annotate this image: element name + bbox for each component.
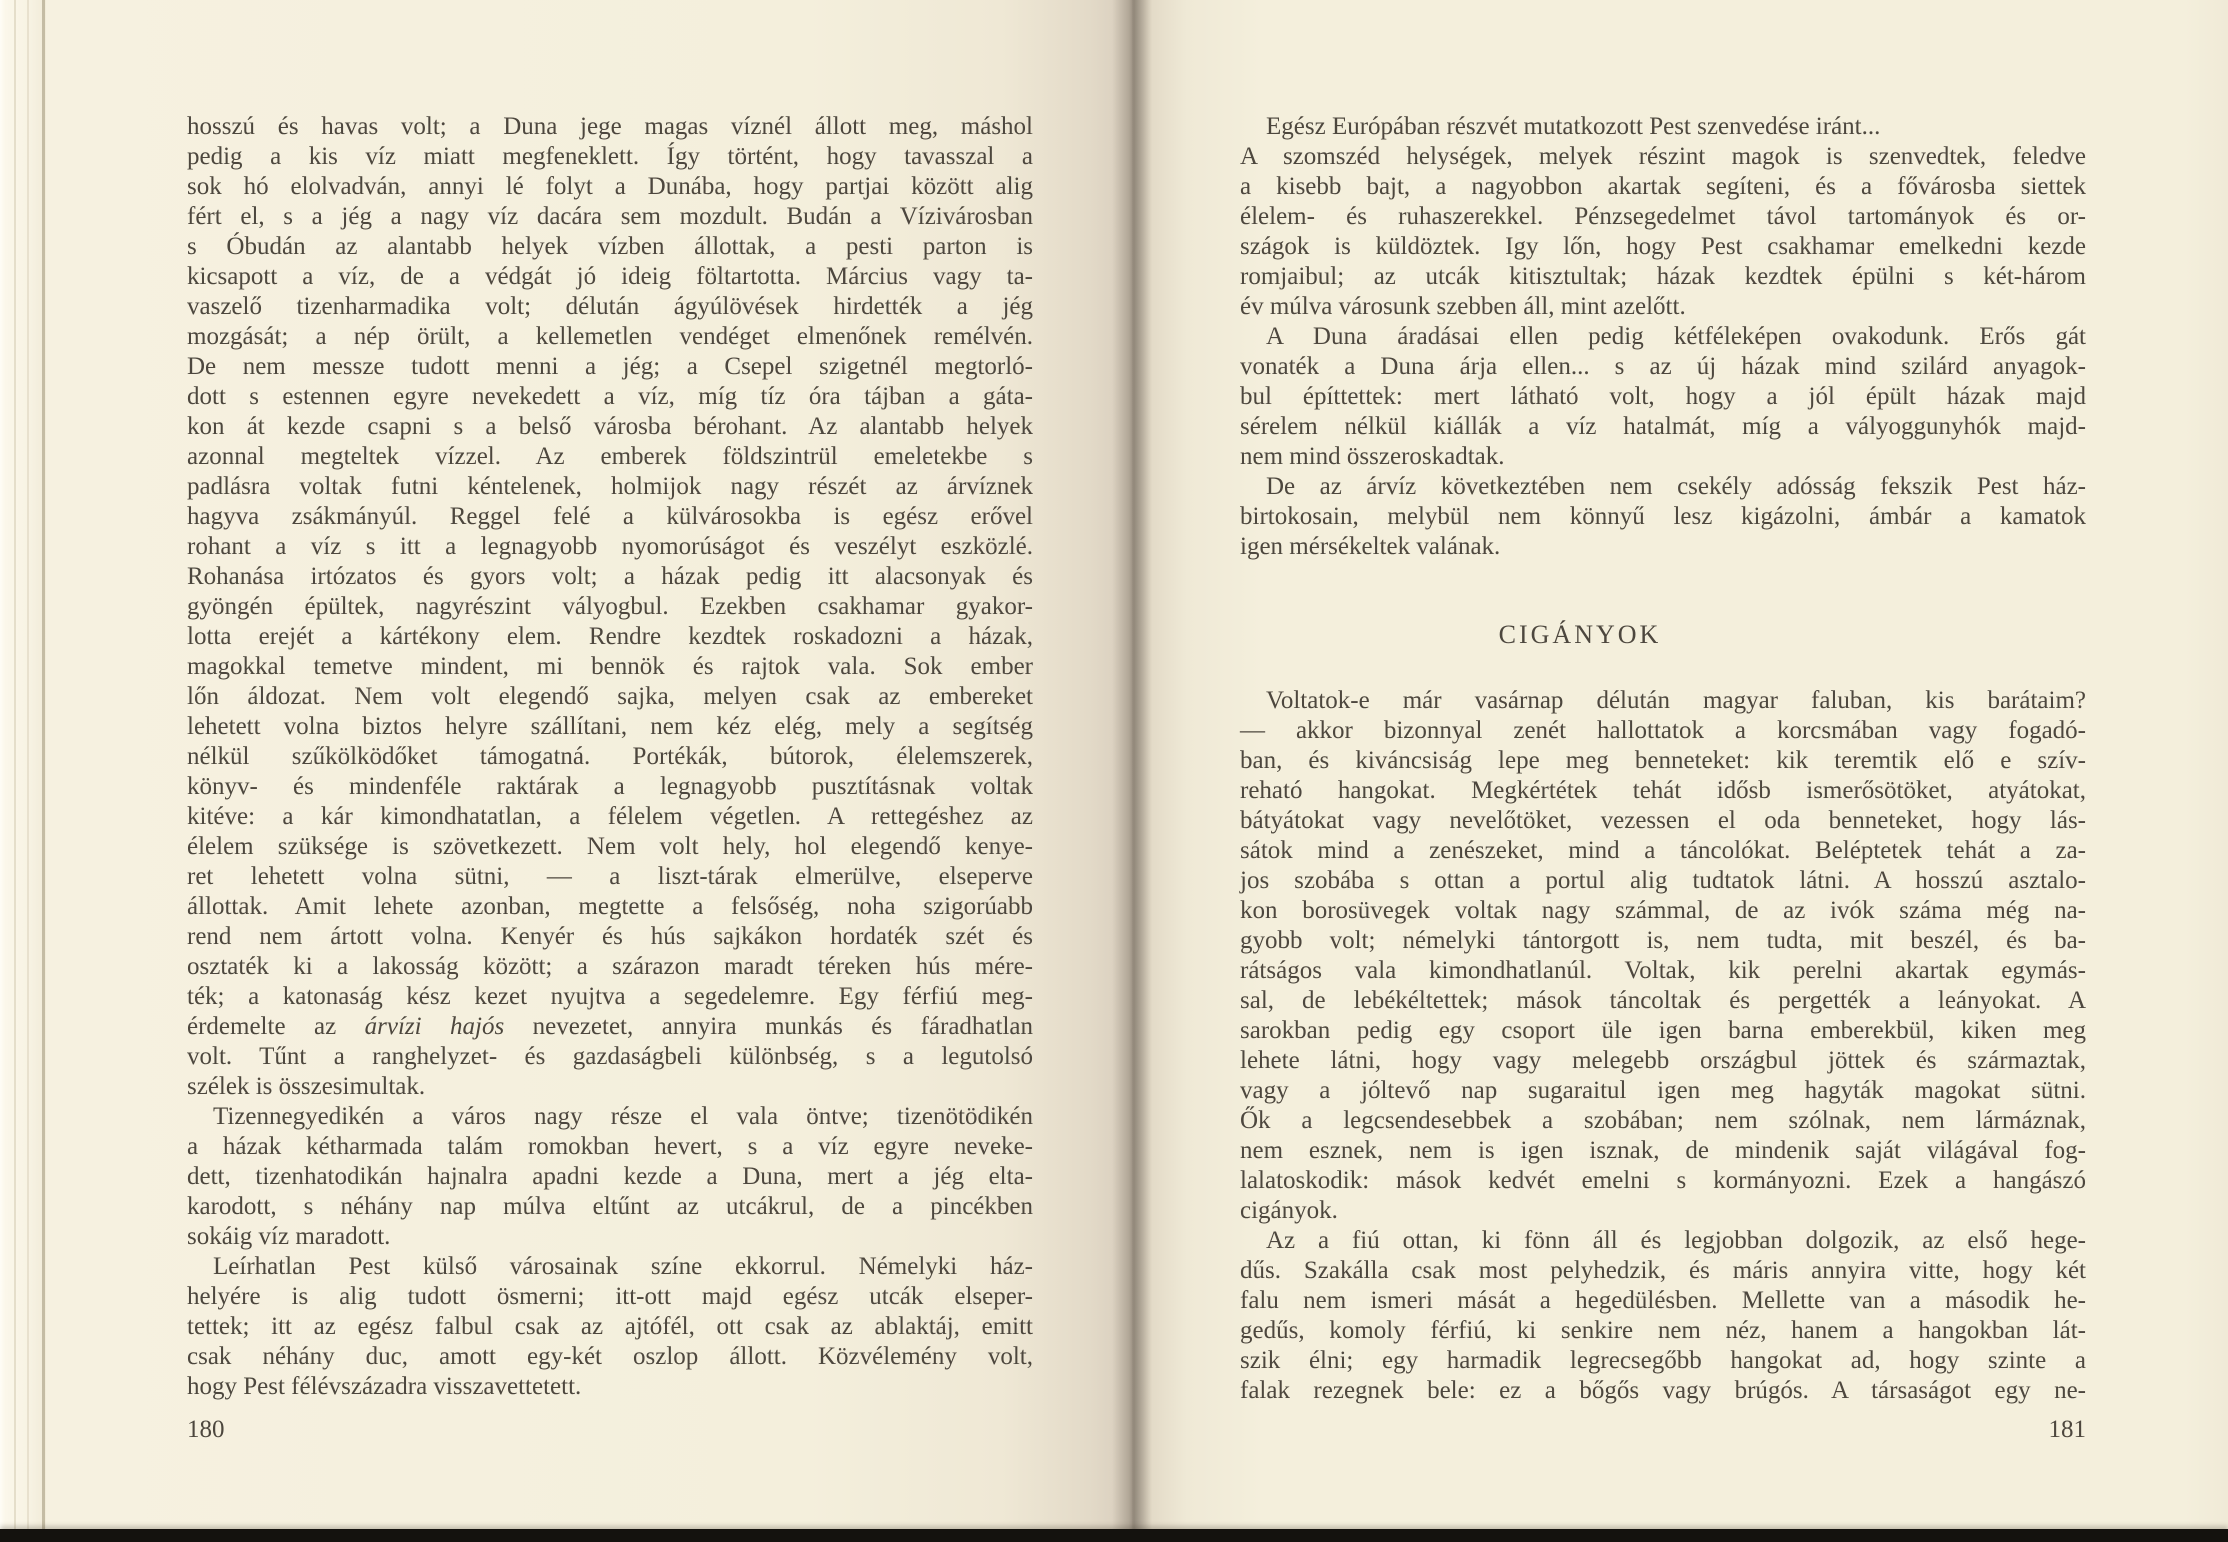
text-line: lőn áldozat. Nem volt elegendő sajka, melyen csak az embereket <box>187 683 1033 710</box>
text-line: Tizennegyedikén a város nagy része el vala öntve; tizenötödikén <box>213 1103 1033 1130</box>
right-page-text <box>1240 112 2086 1406</box>
text-line: bátyátokat vagy nevelőtöket, vezessen el oda benneteket, hogy lás- <box>1240 807 2086 834</box>
text-line: szágok is küldöztek. Igy lőn, hogy Pest csakhamar emelkedni kezde <box>1240 233 2086 260</box>
text-line: gyobb volt; némelyki tántorgott is, nem tudta, mit beszél, és ba- <box>1240 927 2086 954</box>
text-line: állottak. Amit lehete azonban, megtette a felsőség, noha szigorúabb <box>187 893 1033 920</box>
text-line: kon borosüvegek voltak nagy számmal, de az ivók száma még na- <box>1240 897 2086 924</box>
text-line: csak néhány duc, amott egy-két oszlop állott. Közvélemény volt, <box>187 1343 1033 1370</box>
text-line: ték; a katonaság kész kezet nyujtva a segedelemre. Egy férfiú meg- <box>187 983 1033 1010</box>
text-line: — akkor bizonnyal zenét hallottatok a korcsmában vagy fogadó- <box>1240 717 2086 744</box>
page-edge-line <box>42 0 45 1542</box>
left-page-text <box>187 112 1033 1402</box>
text-line: volt. Tűnt a ranghelyzet- és gazdaságbeli különbség, s a legutolsó <box>187 1043 1033 1070</box>
page-number-left: 180 <box>187 1416 225 1443</box>
spine-gutter-shadow <box>1112 0 1152 1542</box>
text-line: falak rezegnek bele: ez a bőgős vagy brúgós. A társaságot egy ne- <box>1240 1377 2086 1404</box>
intro-paragraphs <box>1240 112 2086 562</box>
text-line: birtokosain, melybül nem könnyű lesz kigázolni, ámbár a kamatok <box>1240 503 2086 530</box>
text-line: rátságos vala kimondhatlanúl. Voltak, kik perelni akartak egymás- <box>1240 957 2086 984</box>
text-line: év múlva városunk szebben áll, mint azelőtt. <box>1240 293 1686 320</box>
text-line: kicsapott a víz, de a védgát jó ideig föltartotta. Március vagy ta- <box>187 263 1033 290</box>
chapter-paragraphs <box>1240 686 2086 1406</box>
text-line: sátok mind a zenészeket, mind a táncolókat. Beléptetek tehát a za- <box>1240 837 2086 864</box>
text-line: ban, és kiváncsiság lepe meg benneteket: kik teremtik elő e szív- <box>1240 747 2086 774</box>
text-line: vagy a jóltevő nap sugaraitul igen meg hagyták magokat sütni. <box>1240 1077 2086 1104</box>
text-line: padlásra voltak futni kéntelenek, holmijok nagy részét az árvíznek <box>187 473 1033 500</box>
text-line: magokkal temetve mindent, mi bennök és rajtok vala. Sok ember <box>187 653 1033 680</box>
text-line: romjaibul; az utcák kitisztultak; házak kezdtek épülni s két-három <box>1240 263 2086 290</box>
text-line: pedig a kis víz miatt megfeneklett. Így történt, hogy tavasszal a <box>187 143 1033 170</box>
text-line: nem esznek, nem is igen isznak, de mindenik saját világával fog- <box>1240 1137 2086 1164</box>
text-line: ret lehetett volna sütni, — a liszt-tárak elmerülve, elseperve <box>187 863 1033 890</box>
text-line: A szomszéd helységek, melyek részint magok is szenvedtek, feledve <box>1240 143 2086 170</box>
text-line: fért el, s a jég a nagy víz dacára sem mozdult. Budán a Vízivárosban <box>187 203 1033 230</box>
text-line: gedűs, komoly férfiú, ki senkire nem néz, hanem a hangokban lát- <box>1240 1317 2086 1344</box>
page-number-right: 181 <box>2048 1416 2086 1443</box>
text-line: élelem szüksége is szövetkezett. Nem volt hely, hol elegendő kenye- <box>187 833 1033 860</box>
text-line: lehete látni, hogy vagy melegebb országbul jöttek és származtak, <box>1240 1047 2086 1074</box>
text-line: nélkül szűkölködőket támogatná. Portékák, bútorok, élelemszerek, <box>187 743 1033 770</box>
text-line: helyére is alig tudott ösmerni; itt-ott majd egész utcák elseper- <box>187 1283 1033 1310</box>
text-line: A Duna áradásai ellen pedig kétféleképen ovakodunk. Erős gát <box>1266 323 2086 350</box>
text-line: élelem- és ruhaszerekkel. Pénzsegedelmet távol tartományok és or- <box>1240 203 2086 230</box>
text-line: bul építtettek: mert látható volt, hogy a jól épült házak majd <box>1240 383 2086 410</box>
text-line: Egész Európában részvét mutatkozott Pest szenvedése iránt... <box>1266 113 1881 140</box>
text-line: cigányok. <box>1240 1197 1338 1224</box>
text-line: igen mérsékeltek valának. <box>1240 533 1501 560</box>
text-line: jos szobába s ottan a portul alig tudtatok látni. A hosszú asztalo- <box>1240 867 2086 894</box>
text-line: dett, tizenhatodikán hajnalra apadni kezde a Duna, mert a jég elta- <box>187 1163 1033 1190</box>
text-line: kitéve: a kár kimondhatatlan, a félelem végetlen. A rettegéshez az <box>187 803 1033 830</box>
text-line: tettek; itt az egész falbul csak az ajtófél, ott csak az ablaktáj, emitt <box>187 1313 1033 1340</box>
text-line: De nem messze tudott menni a jég; a Csepel szigetnél megtorló- <box>187 353 1033 380</box>
text-line: mozgását; a nép örült, a kellemetlen vendéget elmenőnek remélvén. <box>187 323 1033 350</box>
text-line: Ők a legcsendesebbek a szobában; nem szólnak, nem lármáznak, <box>1240 1107 2086 1134</box>
text-line: rend nem ártott volna. Kenyér és hús sajkákon hordaték szét és <box>187 923 1033 950</box>
text-line: érdemelte az árvízi hajós nevezetet, annyira munkás és fáradhatlan <box>187 1013 1033 1040</box>
page-edge-line <box>14 0 16 1542</box>
text-line: lehetett volna biztos helyre szállítani, nem kéz elég, mely a segítség <box>187 713 1033 740</box>
text-line: szik élni; egy harmadik legrecsegőbb hangokat ad, hogy szinte a <box>1240 1347 2086 1374</box>
text-line: nem mind összeroskadtak. <box>1240 443 1505 470</box>
page-edge-stack <box>0 0 46 1542</box>
text-line: reható hangokat. Megkértétek tehát idősb ismerősötöket, atyátokat, <box>1240 777 2086 804</box>
text-line: De az árvíz következtében nem csekély adósság fekszik Pest ház- <box>1266 473 2086 500</box>
text-line: sarokban pedig egy csoport üle igen barna emberekbül, kiken meg <box>1240 1017 2086 1044</box>
text-line: lalatoskodik: mások kedvét emelni s kormányozni. Ezek a hangászó <box>1240 1167 2086 1194</box>
text-line: a kisebb bajt, a nagyobbon akartak segíteni, és a fővárosba siettek <box>1240 173 2086 200</box>
text-line: dott s estennen egyre nevekedett a víz, míg tíz óra tájban a gáta- <box>187 383 1033 410</box>
text-line: hogy Pest félévszázadra visszavettetett. <box>187 1373 582 1400</box>
text-line: sérelem nélkül kiállák a víz hatalmát, míg a vályoggunyhók majd- <box>1240 413 2086 440</box>
text-line: sokáig víz maradott. <box>187 1223 391 1250</box>
text-line: hagyva zsákmányúl. Reggel felé a külvárosokba is egész erővel <box>187 503 1033 530</box>
text-line: hosszú és havas volt; a Duna jege magas víznél állott meg, máshol <box>187 113 1033 140</box>
text-line: vaszelő tizenharmadika volt; délután ágyúlövések hirdették a jég <box>187 293 1033 320</box>
text-line: Az a fiú ottan, ki fönn áll és legjobban dolgozik, az első hege- <box>1266 1227 2086 1254</box>
text-line: a házak kétharmada talám romokban hevert, s a víz egyre neveke- <box>187 1133 1033 1160</box>
text-line: Leírhatlan Pest külső városainak színe ekkorrul. Némelyki ház- <box>213 1253 1033 1280</box>
text-line: sal, de lebékéltettek; mások táncoltak és pergették a leányokat. A <box>1240 987 2086 1014</box>
text-line: Rohanása irtózatos és gyors volt; a házak pedig itt alacsonyak és <box>187 563 1033 590</box>
text-line: karodott, s néhány nap múlva eltűnt az utcákrul, de a pincékben <box>187 1193 1033 1220</box>
text-line: gyöngén épültek, nagyrészint vályogbul. Ezekben csakhamar gyakor- <box>187 593 1033 620</box>
text-line: Voltatok-e már vasárnap délután magyar faluban, kis barátaim? <box>1266 687 2086 714</box>
text-line: azonnal megteltek vízzel. Az emberek földszintrül emeletekbe s <box>187 443 1033 470</box>
text-line: rohant a víz s itt a legnagyobb nyomorúságot és veszélyt eszközlé. <box>187 533 1033 560</box>
text-line: kon át kezde csapni s a belső városba bérohant. Az alantabb helyek <box>187 413 1033 440</box>
text-line: könyv- és mindenféle raktárak a legnagyobb pusztításnak voltak <box>187 773 1033 800</box>
text-line: dűs. Szakálla csak most pelyhedzik, és máris annyira vitte, hogy két <box>1240 1257 2086 1284</box>
text-line: vonaték a Duna árja ellen... s az új házak mind szilárd anyagok- <box>1240 353 2086 380</box>
text-line: falu nem ismeri mását a hegedülésben. Mellette van a második he- <box>1240 1287 2086 1314</box>
text-line: s Óbudán az alantabb helyek vízben állottak, a pesti parton is <box>187 233 1033 260</box>
text-line: szélek is összesimultak. <box>187 1073 426 1100</box>
text-line: sok hó elolvadván, annyi lé folyt a Dunába, hogy partjai között alig <box>187 173 1033 200</box>
page-edge-line <box>27 0 29 1542</box>
text-line: osztaték ki a lakosság között; a szárazon maradt téreken hús mére- <box>187 953 1033 980</box>
chapter-heading: CIGÁNYOK <box>1498 620 1662 649</box>
text-line: lotta erejét a kártékony elem. Rendre kezdtek roskadozni a házak, <box>187 623 1033 650</box>
scan-bottom-edge <box>0 1529 2228 1542</box>
